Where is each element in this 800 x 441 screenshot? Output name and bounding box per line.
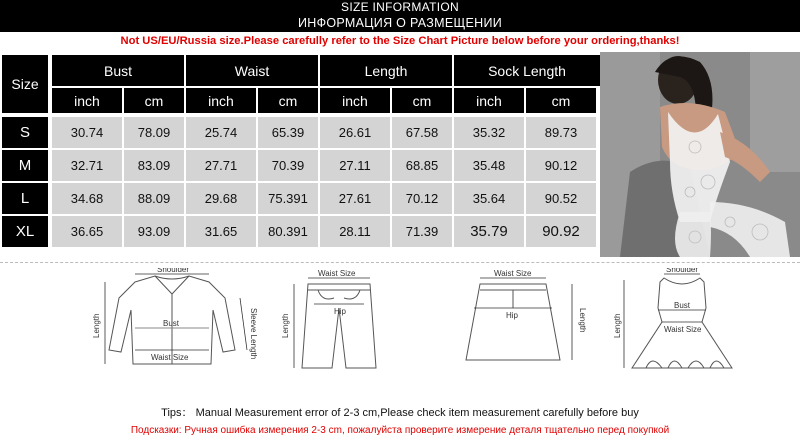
product-photo <box>600 52 800 257</box>
table-cell: 27.11 <box>320 150 390 181</box>
model-figure <box>600 52 800 257</box>
size-warning: Not US/EU/Russia size.Please carefully refer to the Size Chart Picture below before your ordering,thanks! <box>120 35 680 47</box>
skirt-waist-label: Waist Size <box>494 269 532 278</box>
shirt-waist-label: Waist Size <box>151 353 189 362</box>
dress-shoulder-label: Shoulder <box>666 268 699 274</box>
column-group-header: Waist <box>186 55 318 86</box>
column-group-header: Length <box>320 55 452 86</box>
title-english: SIZE INFORMATION <box>0 0 800 14</box>
table-cell: 27.71 <box>186 150 256 181</box>
size-row-label: M <box>2 150 48 181</box>
table-cell: 90.92 <box>526 216 596 247</box>
dress-length-label: Length <box>613 313 622 338</box>
table-cell: 88.09 <box>124 183 184 214</box>
tips-text: Tips： Manual Measurement error of 2-3 cm,Please check item measurement carefully before buy <box>161 407 639 419</box>
table-cell: 89.73 <box>526 117 596 148</box>
table-cell: 35.48 <box>454 150 524 181</box>
tips-text-russian: Подсказки: Ручная ошибка измерения 2-3 cm, пожалуйста проверите измерение деталя тщательно перед покупкой <box>130 425 670 436</box>
unit-header: inch <box>320 88 390 113</box>
skirt-diagram <box>440 268 590 378</box>
unit-header: inch <box>454 88 524 113</box>
dress-diagram <box>612 268 752 378</box>
table-cell: 36.65 <box>52 216 122 247</box>
unit-header: cm <box>124 88 184 113</box>
section-divider <box>0 262 800 263</box>
table-cell: 35.79 <box>454 216 524 247</box>
table-cell: 90.12 <box>526 150 596 181</box>
size-row-label: L <box>2 183 48 214</box>
column-group-header: Sock Length <box>454 55 600 86</box>
shirt-diagram <box>85 268 260 378</box>
skirt-hip-label: Hip <box>506 311 519 320</box>
column-group-header: Bust <box>52 55 184 86</box>
table-cell: 90.52 <box>526 183 596 214</box>
table-cell: 25.74 <box>186 117 256 148</box>
table-cell: 67.58 <box>392 117 452 148</box>
table-cell: 83.09 <box>124 150 184 181</box>
skirt-length-label: Length <box>578 308 587 333</box>
pants-diagram <box>278 268 398 378</box>
size-row-label: XL <box>2 216 48 247</box>
table-cell: 68.85 <box>392 150 452 181</box>
table-cell: 31.65 <box>186 216 256 247</box>
table-cell: 26.61 <box>320 117 390 148</box>
table-cell: 35.32 <box>454 117 524 148</box>
unit-header: cm <box>258 88 318 113</box>
table-cell: 29.68 <box>186 183 256 214</box>
shirt-sleeve-label: Sleeve Length <box>249 308 258 360</box>
dress-waist-label: Waist Size <box>664 325 702 334</box>
table-cell: 70.12 <box>392 183 452 214</box>
table-cell: 78.09 <box>124 117 184 148</box>
table-cell: 70.39 <box>258 150 318 181</box>
size-row-label: S <box>2 117 48 148</box>
table-cell: 28.11 <box>320 216 390 247</box>
table-cell: 30.74 <box>52 117 122 148</box>
table-cell: 75.391 <box>258 183 318 214</box>
shirt-shoulder-label: Shoulder <box>157 268 190 274</box>
unit-header: cm <box>526 88 596 113</box>
unit-header: inch <box>52 88 122 113</box>
size-header: Size <box>2 55 48 113</box>
dress-bust-label: Bust <box>674 301 691 310</box>
table-cell: 80.391 <box>258 216 318 247</box>
shirt-bust-label: Bust <box>163 319 180 328</box>
table-cell: 93.09 <box>124 216 184 247</box>
table-cell: 34.68 <box>52 183 122 214</box>
table-cell: 27.61 <box>320 183 390 214</box>
pants-waist-label: Waist Size <box>318 269 356 278</box>
unit-header: cm <box>392 88 452 113</box>
shirt-length-label: Length <box>92 313 101 338</box>
unit-header: inch <box>186 88 256 113</box>
title-russian: ИНФОРМАЦИЯ О РАЗМЕЩЕНИИ <box>0 14 800 32</box>
pants-length-label: Length <box>281 313 290 338</box>
table-cell: 35.64 <box>454 183 524 214</box>
table-cell: 71.39 <box>392 216 452 247</box>
table-cell: 32.71 <box>52 150 122 181</box>
table-cell: 65.39 <box>258 117 318 148</box>
pants-hip-label: Hip <box>334 307 347 316</box>
